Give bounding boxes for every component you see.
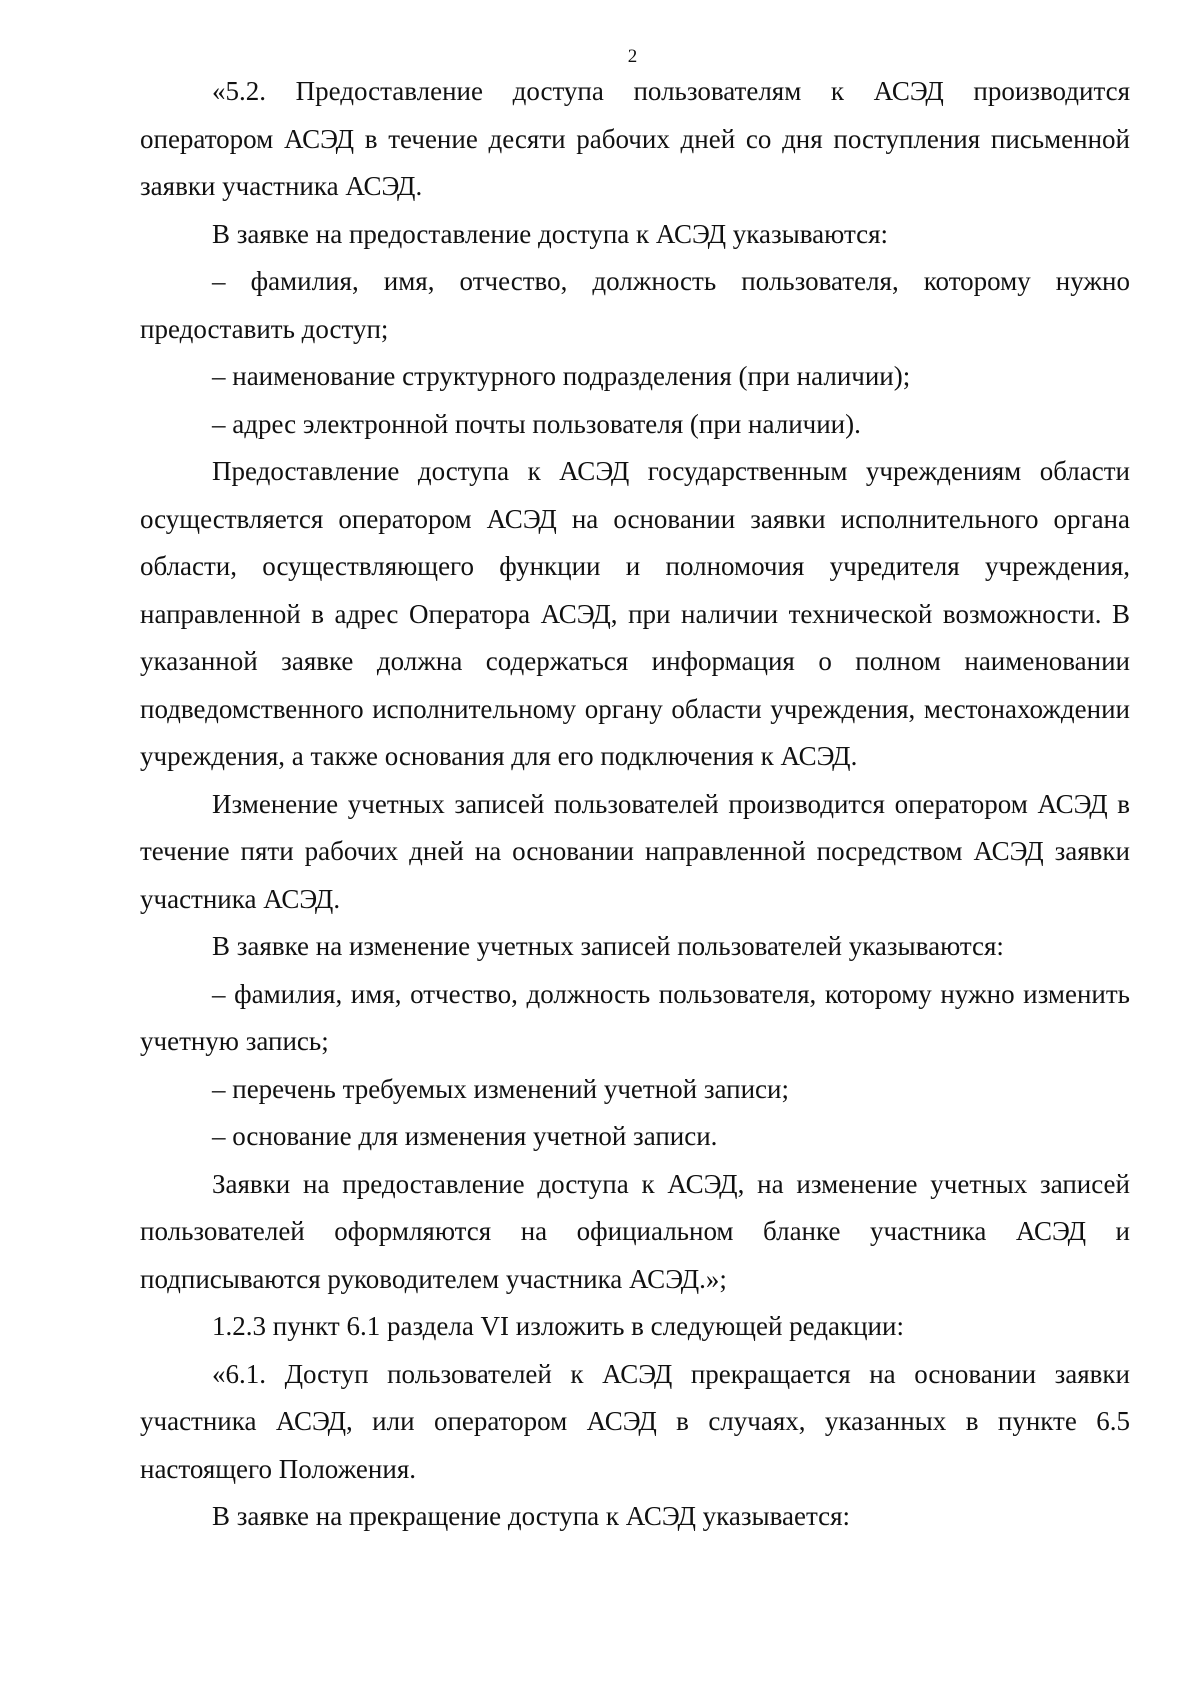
paragraph-termination-request-intro: В заявке на прекращение доступа к АСЭД указывается: (212, 1501, 851, 1531)
list-item-department: – наименование структурного подразделения (при наличии); (212, 361, 911, 391)
paragraph-state-institutions: Предоставление доступа к АСЭД государственным учреждениям области осуществляется оператором АСЭД на основании заявки исполнительного органа области, осуществляющего функции и полномочия учредителя учреждения, направленной в адрес Оператора АСЭД, при наличии технической возможности. В указанной заявке должна содержаться информация о полном наименовании подведомственного исполнительному органу области учреждения, местонахождении учреждения, а также основания для его подключения к АСЭД. (140, 456, 1130, 771)
list-item-full-name: – фамилия, имя, отчество, должность пользователя, которому нужно предоставить доступ; (140, 266, 1130, 344)
paragraph-6-1: «6.1. Доступ пользователей к АСЭД прекращается на основании заявки участника АСЭД, или оператором АСЭД в случаях, указанных в пункте 6.5 настоящего Положения. (140, 1358, 1130, 1484)
paragraph-request-form: Заявки на предоставление доступа к АСЭД, на изменение учетных записей пользователей оформляются на официальном бланке участника АСЭД и подписываются руководителем участника АСЭД.»; (140, 1168, 1130, 1294)
paragraph-account-changes: Изменение учетных записей пользователей производится оператором АСЭД в течение пяти рабочих дней на основании направленной посредством АСЭД заявки участника АСЭД. (140, 788, 1130, 914)
paragraph-5-2: «5.2. Предоставление доступа пользователям к АСЭД производится оператором АСЭД в течение десяти рабочих дней со дня поступления письменной заявки участника АСЭД. (140, 76, 1130, 201)
document-body (140, 68, 1130, 1541)
list-item-email: – адрес электронной почты пользователя (при наличии). (212, 408, 861, 439)
list-item-change-list: – перечень требуемых изменений учетной записи; (212, 1073, 789, 1104)
list-item-change-full-name: – фамилия, имя, отчество, должность пользователя, которому нужно изменить учетную запись; (140, 978, 1130, 1056)
paragraph-access-request-intro: В заявке на предоставление доступа к АСЭД указываются: (212, 218, 889, 249)
paragraph-1-2-3: 1.2.3 пункт 6.1 раздела VI изложить в следующей редакции: (212, 1311, 904, 1341)
list-item-change-basis: – основание для изменения учетной записи. (212, 1121, 718, 1151)
paragraph-change-request-intro: В заявке на изменение учетных записей пользователей указываются: (212, 931, 1004, 961)
page-number: 2 (627, 46, 638, 67)
